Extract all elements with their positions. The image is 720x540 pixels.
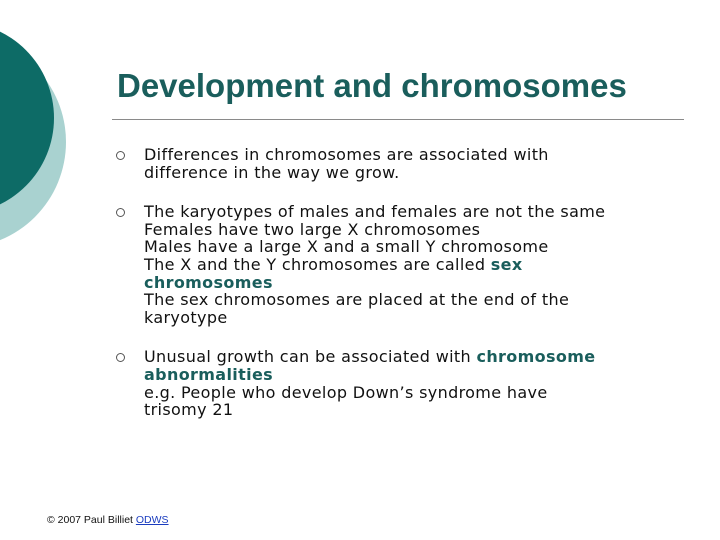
bullet-text: Unusual growth can be associated with (144, 347, 477, 367)
decorative-circles (0, 0, 120, 300)
bullet-marker-icon (116, 208, 125, 217)
bullet-text: trisomy 21 (144, 400, 234, 420)
bullet-line (144, 274, 692, 292)
bullet-marker-icon (116, 151, 125, 160)
bullet-line (144, 164, 692, 182)
footer (47, 514, 169, 526)
bullet-line (144, 366, 692, 384)
slide-title: Development and chromosomes (117, 67, 627, 104)
bullet-line (144, 401, 692, 419)
bullet-text: karyotype (144, 307, 228, 327)
title-divider (112, 119, 684, 120)
bullet-line (144, 384, 692, 402)
bullet-item (112, 348, 692, 418)
highlighted-term: sex (490, 254, 523, 274)
bullet-line (144, 221, 692, 239)
bullet-text: The X and the Y chromosomes are called (144, 254, 491, 274)
bullet-text: Males have a large X and a small Y chromosome (144, 237, 549, 257)
bullet-text: difference in the way we grow. (144, 162, 400, 182)
highlighted-term: abnormalities (144, 364, 274, 384)
bullet-marker-icon (116, 353, 125, 362)
footer-link[interactable]: ODWS (135, 514, 169, 526)
bullet-line (144, 309, 692, 327)
bullet-line (144, 256, 692, 274)
bullet-line (144, 203, 692, 221)
bullet-text: e.g. People who develop Down’s syndrome have (144, 382, 548, 402)
highlighted-term: chromosomes (144, 272, 273, 292)
bullet-line (144, 291, 692, 309)
bullet-item (112, 203, 692, 326)
bullet-line (144, 238, 692, 256)
bullet-text: The karyotypes of males and females are not the same (144, 202, 606, 222)
bullet-item (112, 146, 692, 181)
bullet-text: The sex chromosomes are placed at the end of the (144, 290, 570, 310)
bullet-text: Females have two large X chromosomes (144, 219, 481, 239)
bullet-text: Differences in chromosomes are associated with (144, 145, 549, 164)
bullet-line (144, 146, 692, 164)
bullet-list (112, 146, 692, 419)
highlighted-term: chromosome (476, 347, 596, 367)
footer-copyright: © 2007 Paul Billiet (47, 514, 136, 526)
bullet-line (144, 348, 692, 366)
